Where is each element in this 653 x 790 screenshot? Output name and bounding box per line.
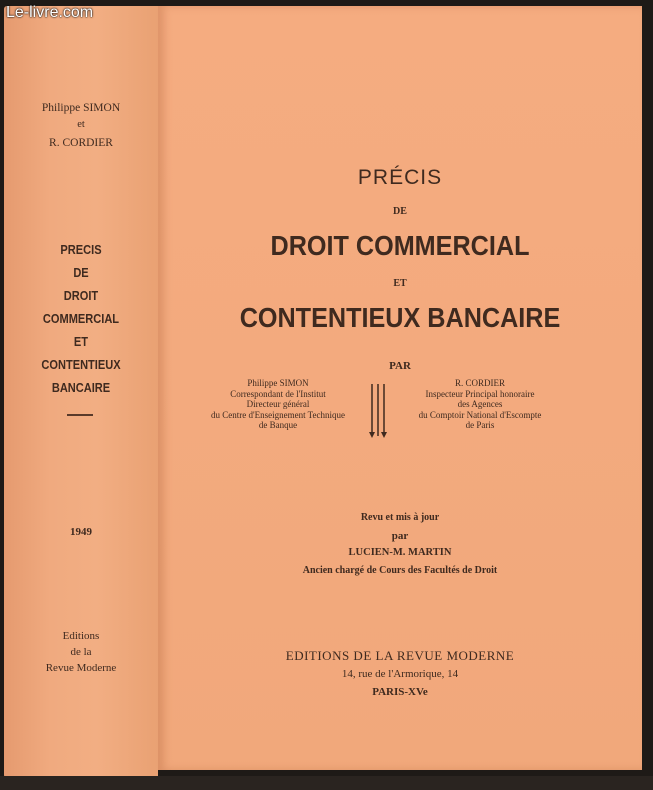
author-right-line: Inspecteur Principal honoraire xyxy=(425,388,535,399)
spine-title-line: PRECIS xyxy=(60,242,102,257)
spine-title xyxy=(16,238,147,399)
spine-title-line: ET xyxy=(73,334,89,349)
ornament-divider-icon xyxy=(366,382,390,440)
spine-title-line: BANCAIRE xyxy=(51,380,111,395)
author-left-line: du Centre d'Enseignement Technique xyxy=(210,409,346,420)
spine-title-line: DROIT xyxy=(63,288,99,303)
spine-publisher xyxy=(4,628,158,676)
book-bottom-edge xyxy=(0,776,653,790)
cover-publisher: EDITIONS DE LA REVUE MODERNE xyxy=(285,648,515,663)
spine-author-2: R. CORDIER xyxy=(49,137,113,149)
spine-et: et xyxy=(77,119,85,130)
front-cover xyxy=(158,6,642,770)
cover-revised: Revu et mis à jour xyxy=(360,512,440,523)
spine-year: 1949 xyxy=(70,526,92,538)
spine-publisher-line: Editions xyxy=(62,630,100,642)
cover-reviser-title: Ancien chargé de Cours des Facultés de Droit xyxy=(302,565,498,576)
author-right-line: du Comptoir National d'Escompte xyxy=(418,409,542,420)
spine-publisher-line: de la xyxy=(70,646,92,658)
author-right-line: R. CORDIER xyxy=(454,378,505,388)
cover-address: 14, rue de l'Armorique, 14 xyxy=(341,668,459,680)
spine-divider xyxy=(67,414,93,416)
spine-author-1: Philippe SIMON xyxy=(41,102,121,114)
author-left-block xyxy=(198,378,358,431)
author-right-block xyxy=(390,378,570,431)
cover-precis: PRÉCIS xyxy=(357,166,443,189)
spine-publisher-line: Revue Moderne xyxy=(45,662,117,674)
spine-title-line: CONTENTIEUX xyxy=(41,357,121,372)
cover-reviser-name: LUCIEN-M. MARTIN xyxy=(348,547,452,558)
author-left-line: Correspondant de l'Institut xyxy=(230,388,326,399)
cover-title-line-1: DROIT COMMERCIAL xyxy=(270,230,530,261)
cover-par: PAR xyxy=(389,360,411,372)
cover-de: DE xyxy=(393,206,407,217)
watermark: Le-livre.com xyxy=(6,4,94,21)
author-left-line: Directeur général xyxy=(246,399,310,409)
author-left-line: de Banque xyxy=(258,420,298,430)
author-right-line: de Paris xyxy=(465,420,495,430)
cover-et: ET xyxy=(393,278,407,289)
cover-city: PARIS-XVe xyxy=(372,686,428,698)
book-spine xyxy=(4,6,158,778)
cover-par-2: par xyxy=(391,530,409,542)
author-right-line: des Agences xyxy=(457,399,503,409)
author-left-line: Philippe SIMON xyxy=(247,378,309,388)
cover-title-line-2: CONTENTIEUX BANCAIRE xyxy=(239,302,561,333)
spine-title-line: DE xyxy=(73,265,89,280)
spine-title-line: COMMERCIAL xyxy=(42,311,120,326)
